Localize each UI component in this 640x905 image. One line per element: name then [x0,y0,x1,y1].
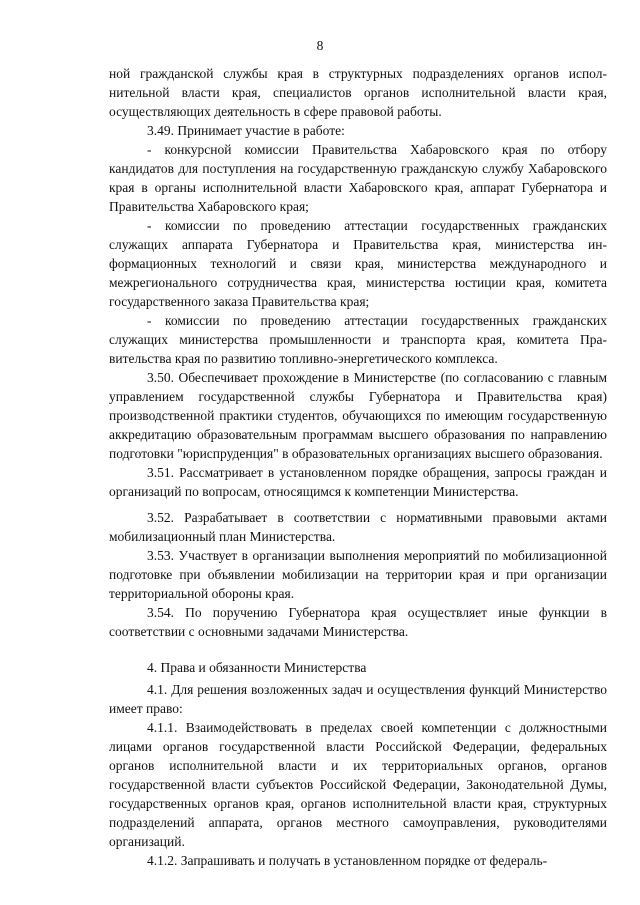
paragraph-4-1-1: 4.1.1. Взаимодействовать в пределах своей компетенции с должностными лицами органов государственной власти Российской Федерации, федеральных органов исполнительной власти и их территориальных органов, органов государственной власти субъектов Российской Федерации, Законодательной Думы, государственных органов края, органов исполнительной власти края, структурных подразделений аппарата, органов местного самоуправления, руководителями организаций. [109,720,607,849]
list-item-attestation-commission-1: - комиссии по проведению аттестации государственных гражданских служащих аппарата Губернатора и Правительства края, министерства информационных технологий и связи края, министерства международного и межрегионального сотрудничества края, министерства юстиции края, комитета государственного заказа Правительства края; [109,218,607,309]
paragraph-continuation: ной гражданской службы края в структурных подразделениях органов исполнительной власти края, специалистов органов исполнительной власти края, осуществляющих деятельность в сфере правовой работы. [109,66,607,119]
section-heading: 4. Права и обязанности Министерства [147,660,367,675]
page-number: 8 [316,38,324,53]
list-item-competition-commission: - конкурсной комиссии Правительства Хабаровского края по отбору кандидатов для поступления на государственную гражданскую службу Хабаровского края в органы исполнительной власти Хабаровского края, аппарат Губернатора и Правительства Хабаровского края; [109,142,607,214]
paragraph-3-50: 3.50. Обеспечивает прохождение в Министерстве (по согласованию с главным управлением государственной службы Губернатора и Правительства края) производственной практики студентов, обучающихся по имеющим государственную аккредитацию образовательным программам высшего образования по направлению подготовки "юриспруденция" в образовательных организациях высшего образования. [109,370,607,461]
paragraph-4-1-2: 4.1.2. Запрашивать и получать в установленном порядке от федераль- [147,853,548,868]
paragraph-3-54: 3.54. По поручению Губернатора края осуществляет иные функции в соответствии с основными задачами Министерства. [109,605,607,639]
paragraph-3-51: 3.51. Рассматривает в установленном порядке обращения, запросы граждан и организаций по вопросам, относящимся к компетенции Министерства. [109,465,607,499]
document-body [109,64,607,870]
paragraph-3-52: 3.52. Разрабатывает в соответствии с нормативными правовыми актами мобилизационный план Министерства. [109,510,607,544]
paragraph-4-1: 4.1. Для решения возложенных задач и осуществления функций Министерство имеет право: [109,682,607,716]
paragraph-3-49: 3.49. Принимает участие в работе: [147,123,345,138]
paragraph-3-53: 3.53. Участвует в организации выполнения мероприятий по мобилизационной подготовке при объявлении мобилизации на территории края и при организации территориальной обороны края. [109,548,607,601]
list-item-attestation-commission-2: - комиссии по проведению аттестации государственных гражданских служащих министерства промышленности и транспорта края, комитета Правительства края по развитию топливно-энергетического комплекса. [109,313,607,366]
